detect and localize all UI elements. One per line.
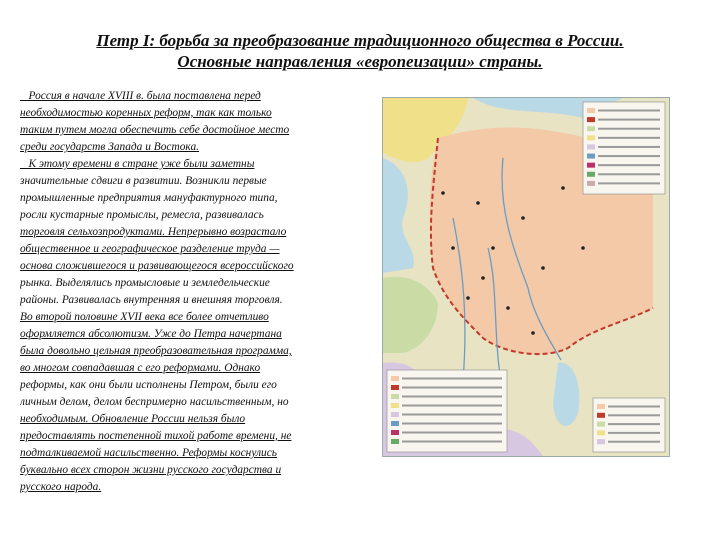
city-marker <box>491 246 495 250</box>
title-line-2: Основные направления «европеизации» страны. <box>177 52 543 71</box>
city-marker <box>531 331 535 335</box>
legend-swatch <box>587 181 595 186</box>
legend-text-line <box>598 110 660 112</box>
body-line: Россия в начале XVIII в. была поставлена перед <box>20 90 261 102</box>
slide-title <box>0 30 720 72</box>
legend-text-line <box>402 441 502 443</box>
body-text <box>20 88 380 496</box>
legend-text-line <box>608 441 660 443</box>
legend-text-line <box>608 406 660 408</box>
body-line: промышленные предприятия мануфактурного типа, <box>20 192 278 204</box>
body-line: необходимостью коренных реформ, так как только <box>20 107 272 119</box>
legend-text-line <box>402 423 502 425</box>
legend-text-line <box>598 164 660 166</box>
body-line: буквально всех сторон жизни русского государства и <box>20 464 282 476</box>
body-line: К этому времени в стране уже были заметны <box>20 158 255 170</box>
body-line: значительные сдвиги в развитии. Возникли первые <box>20 175 267 187</box>
body-line: предоставлять постепенной тихой работе времени, не <box>20 430 292 442</box>
body-line: реформы, как они были исполнены Петром, были его <box>20 379 277 391</box>
legend-text-line <box>598 146 660 148</box>
city-marker <box>561 186 565 190</box>
body-line: подталкиваемой насильственно. Реформы коснулись <box>20 447 277 459</box>
city-marker <box>451 246 455 250</box>
legend-swatch <box>391 412 399 417</box>
body-line: торговля сельхозпродуктами. Непрерывно возрастало <box>20 226 287 238</box>
city-marker <box>466 296 470 300</box>
legend-swatch <box>587 135 595 140</box>
body-line: русского народа. <box>20 481 102 493</box>
legend-text-line <box>598 137 660 139</box>
legend-text-line <box>402 396 502 398</box>
body-line: личным делом, делом беспримерно насильственным, но <box>20 396 289 408</box>
legend-text-line <box>402 387 502 389</box>
legend-swatch <box>597 413 605 418</box>
map-legend-top <box>583 102 665 194</box>
body-line: росли кустарные промыслы, ремесла, развивалась <box>20 209 264 221</box>
city-marker <box>581 246 585 250</box>
legend-text-line <box>598 182 660 184</box>
legend-text-line <box>402 432 502 434</box>
body-line: Во второй половине XVII века все более отчетливо <box>20 311 269 323</box>
body-line: среди государств Запада и Востока. <box>20 141 199 153</box>
legend-text-line <box>402 414 502 416</box>
historical-map <box>382 97 670 457</box>
city-marker <box>541 266 545 270</box>
legend-swatch <box>597 430 605 435</box>
legend-swatch <box>597 439 605 444</box>
city-marker <box>481 276 485 280</box>
map-image <box>383 98 669 456</box>
legend-text-line <box>598 155 660 157</box>
body-line: таким путем могла обеспечить себе достойное место <box>20 124 290 136</box>
body-line: основа сложившегося и развивающегося всероссийского <box>20 260 294 272</box>
title-line-1: Петр I: борьба за преобразование традиционного общества в России. <box>96 31 624 50</box>
legend-swatch <box>391 430 399 435</box>
city-marker <box>476 201 480 205</box>
body-line: во многом совпадавшая с его реформами. Однако <box>20 362 261 374</box>
legend-swatch <box>391 394 399 399</box>
legend-text-line <box>608 414 660 416</box>
body-line: рынка. Выделялись промысловые и земледельческие <box>20 277 270 289</box>
legend-swatch <box>587 172 595 177</box>
legend-text-line <box>402 378 502 380</box>
legend-swatch <box>391 439 399 444</box>
legend-text-line <box>598 173 660 175</box>
legend-text-line <box>598 128 660 130</box>
legend-text-line <box>598 119 660 121</box>
legend-swatch <box>391 421 399 426</box>
legend-swatch <box>391 403 399 408</box>
city-marker <box>521 216 525 220</box>
map-legend-bottom-left <box>387 370 507 452</box>
legend-swatch <box>587 163 595 168</box>
body-line: оформляется абсолютизм. Уже до Петра начертана <box>20 328 282 340</box>
legend-swatch <box>391 385 399 390</box>
city-marker <box>441 191 445 195</box>
legend-swatch <box>587 108 595 113</box>
body-line: необходимым. Обновление России нельзя было <box>20 413 246 425</box>
legend-text-line <box>402 405 502 407</box>
legend-swatch <box>597 422 605 427</box>
body-line: общественное и географическое разделение труда — <box>20 243 280 255</box>
body-line: районы. Развивалась внутренняя и внешняя торговля. <box>20 294 283 306</box>
legend-text-line <box>608 423 660 425</box>
body-line: была довольно цельная преобразовательная программа, <box>20 345 292 357</box>
legend-swatch <box>587 117 595 122</box>
legend-swatch <box>587 144 595 149</box>
legend-text-line <box>608 432 660 434</box>
legend-swatch <box>391 376 399 381</box>
legend-swatch <box>597 404 605 409</box>
city-marker <box>506 306 510 310</box>
legend-swatch <box>587 154 595 159</box>
legend-swatch <box>587 126 595 131</box>
